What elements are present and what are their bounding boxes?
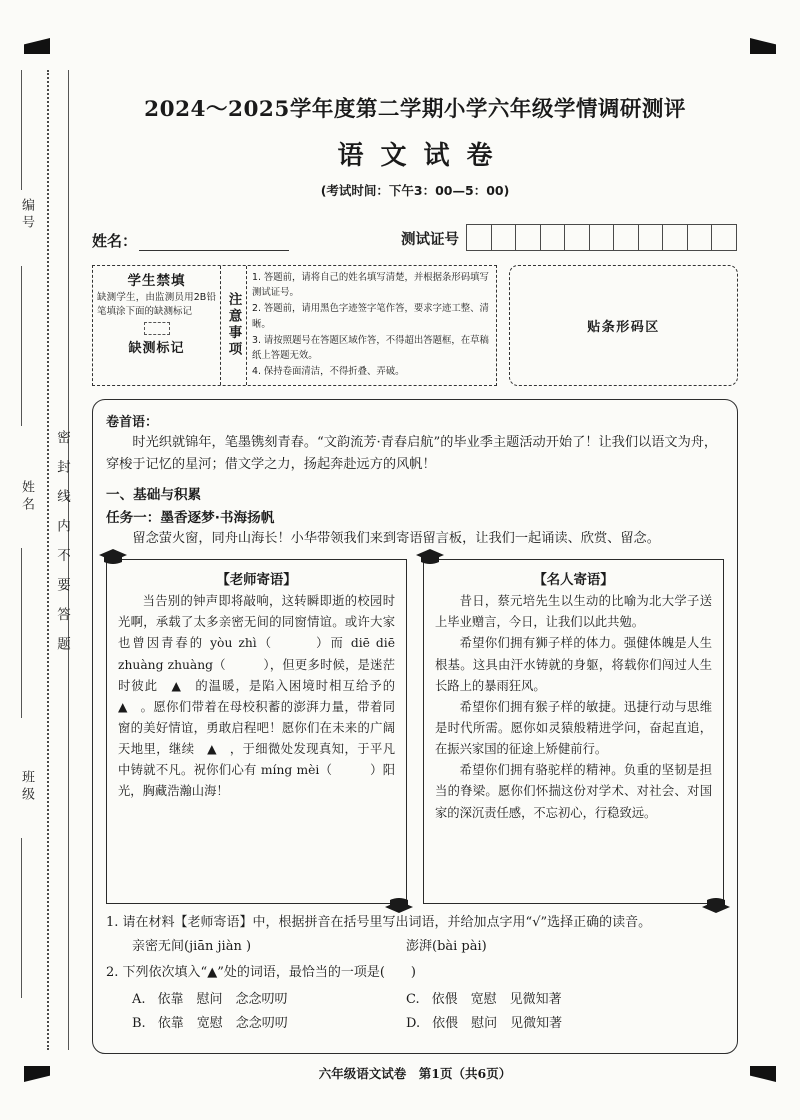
seal-label-name: 姓名 — [19, 480, 34, 514]
name-input-line[interactable] — [139, 234, 289, 251]
corner-registration-mark-bottom-left — [24, 1066, 50, 1082]
option-c-words: 依偎 宽慰 见微知著 — [431, 992, 562, 1008]
test-id-cell[interactable] — [564, 224, 590, 251]
notice-items — [247, 266, 496, 385]
barcode-sticker-area: 贴条形码区 — [509, 265, 738, 386]
exam-time: (考试时间：下午3：00—5：00) — [320, 183, 510, 198]
page-footer: 六年级语文试卷 第1页（共6页） — [318, 1066, 512, 1081]
graduation-cap-icon — [415, 548, 445, 565]
celebrity-message-card — [423, 559, 724, 904]
option-b-words: 依靠 宽慰 念念叨叨 — [157, 1016, 288, 1032]
option-b-key: B. — [132, 1016, 146, 1032]
seal-label-class: 班级 — [19, 770, 34, 804]
section-heading: 一、基础与积累 — [106, 486, 202, 503]
option-a-key: A. — [132, 992, 146, 1008]
absent-fill-box[interactable] — [144, 322, 170, 335]
notice-item: 2. 答题前，请用黑色字迹签字笔作答，要求字迹工整、清晰。 — [252, 303, 489, 330]
notice-box — [92, 265, 497, 386]
message-cards — [106, 559, 724, 904]
absent-block-footer: 缺测标记 — [128, 340, 185, 356]
absent-block-body: 缺测学生，由监测员用2B铅笔填涂下面的缺测标记 — [97, 292, 216, 317]
notice-item: 4. 保持卷面清洁，不得折叠、弄破。 — [252, 366, 405, 378]
question-1-subline — [106, 935, 724, 954]
corner-registration-mark-bottom-right — [750, 1066, 776, 1082]
question-1 — [106, 912, 724, 933]
seal-notice-vertical-text: 密封线内不要答题 — [54, 430, 70, 666]
question-1-stem: 请在材料【老师寄语】中，根据拼音在括号里写出词语，并给加点字用“√”选择正确的读音。 — [122, 915, 652, 931]
test-id-cell[interactable] — [589, 224, 615, 251]
question-2-options — [106, 988, 724, 1031]
teacher-message-card — [106, 559, 407, 904]
graduation-cap-icon — [701, 897, 731, 914]
subject-title: 语文试卷 — [337, 141, 510, 171]
option-a-words: 依靠 慰问 念念叨叨 — [157, 992, 288, 1008]
corner-registration-mark-top-left — [24, 38, 50, 54]
test-id-cell[interactable] — [491, 224, 517, 251]
task-heading: 任务一：墨香逐梦·书海扬帆 — [106, 509, 275, 526]
option-row — [106, 1012, 724, 1031]
option-d-words: 依偎 慰问 见微知著 — [432, 1016, 563, 1032]
option-c[interactable] — [406, 988, 706, 1007]
celebrity-card-text: 希望你们拥有猴子样的敏捷。迅捷行动与思维是时代所需。愿你如灵猿般精进学问，奋起直追，在振兴家国的征途上矫健前行。 — [435, 699, 712, 757]
question-2-number: 2. — [106, 965, 119, 981]
teacher-card-text: 当告别的钟声即将敲响，这转瞬即逝的校园时光啊，承载了太多亲密无间的同窗情谊。或许大家也曾因青春的 yòu zhì（ ）而 diē diē zhuàng zhuàng（ ），但更多时候，是迷茫时彼此 ▲ 的温暖，是陷入困境时相互给予的 ▲ 。愿你们带着在母校积蓄的澎湃力量，带着同窗的美好情谊，勇敢启程吧！愿你们在未来的广阔天地里，继续 ▲ ，于细微处发现真知，于平凡中铸就不凡。祝你们心有 míng mèi（ ）阳光，胸藏浩瀚山海！ — [118, 594, 408, 799]
teacher-card-title: 【老师寄语】 — [216, 573, 297, 589]
notice-item: 3. 请按照题号在答题区域作答，不得超出答题框，在草稿纸上答题无效。 — [252, 334, 489, 362]
identity-row — [92, 221, 738, 251]
test-id-cell[interactable] — [662, 224, 688, 251]
notice-item: 1. 答题前，请将自己的姓名填写清楚，并根据条形码填写测试证号。 — [252, 272, 489, 299]
test-id-cell[interactable] — [466, 224, 492, 251]
paper-body-box — [92, 399, 738, 1054]
preface-lead: 卷首语： — [106, 414, 159, 430]
name-label: 姓名： — [92, 232, 138, 250]
question-1-choice-right[interactable]: 澎湃(bài pài) — [406, 939, 487, 955]
celebrity-card-title: 【名人寄语】 — [533, 573, 614, 589]
seal-rule — [21, 70, 22, 190]
test-id-boxes[interactable] — [467, 224, 737, 251]
option-d-key: D. — [406, 1016, 421, 1032]
seal-rule — [21, 838, 22, 998]
test-id-label: 测试证号 — [401, 232, 460, 248]
test-id-cell[interactable] — [687, 224, 713, 251]
test-id-cell[interactable] — [515, 224, 541, 251]
page-title: 2024～2025学年度第二学期小学六年级学情调研测评 — [144, 97, 686, 122]
absent-marker-block — [93, 266, 221, 385]
question-2-stem: 下列依次填入“▲”处的词语，最恰当的一项是( ) — [122, 965, 416, 981]
seal-rule — [21, 266, 22, 426]
test-id-cell[interactable] — [711, 224, 737, 251]
seal-margin-labels — [6, 70, 36, 1050]
celebrity-card-text: 昔日，蔡元培先生以生动的比喻为北大学子送上毕业赠言，今日，让我们以此共勉。 — [435, 594, 712, 630]
celebrity-card-text: 希望你们拥有狮子样的体力。强健体魄是人生根基。这具由汗水铸就的身躯，将载你们闯过人生长路上的暴雨狂风。 — [435, 636, 712, 693]
seal-dotted-line — [47, 70, 49, 1050]
graduation-cap-icon — [98, 548, 128, 565]
question-1-number: 1. — [106, 915, 119, 931]
question-2 — [106, 962, 724, 983]
seal-label-number: 编号 — [19, 198, 34, 232]
test-id-cell[interactable] — [638, 224, 664, 251]
test-id-cell[interactable] — [613, 224, 639, 251]
option-c-key: C. — [406, 992, 420, 1008]
preface-text: 时光织就锦年，笔墨镌刻青春。“文韵流芳·青春启航”的毕业季主题活动开始了！让我们以语文为舟，穿梭于记忆的星河；借文学之力，扬起奔赴远方的风帆！ — [106, 434, 718, 472]
option-a[interactable] — [106, 988, 406, 1007]
task-intro: 留念萤火窗，同舟山海长！小华带领我们来到寄语留言板，让我们一起诵读、欣赏、留念。 — [132, 530, 660, 546]
notice-area — [92, 265, 738, 386]
option-b[interactable] — [106, 1012, 406, 1031]
graduation-cap-icon — [384, 897, 414, 914]
paper-content — [92, 58, 738, 1054]
seal-rule — [21, 548, 22, 718]
question-1-choice-left[interactable]: 亲密无间(jiān jiàn ) — [132, 939, 252, 955]
corner-registration-mark-top-right — [750, 38, 776, 54]
notice-column-label: 注意事项 — [221, 266, 247, 385]
option-d[interactable] — [406, 1012, 706, 1031]
absent-block-title: 学生禁填 — [127, 273, 186, 289]
option-row — [106, 988, 724, 1007]
test-id-cell[interactable] — [540, 224, 566, 251]
celebrity-card-text: 希望你们拥有骆驼样的精神。负重的坚韧是担当的脊梁。愿你们怀揣这份对学术、对社会、对国家的深沉责任感，不忘初心，行稳致远。 — [435, 763, 712, 820]
